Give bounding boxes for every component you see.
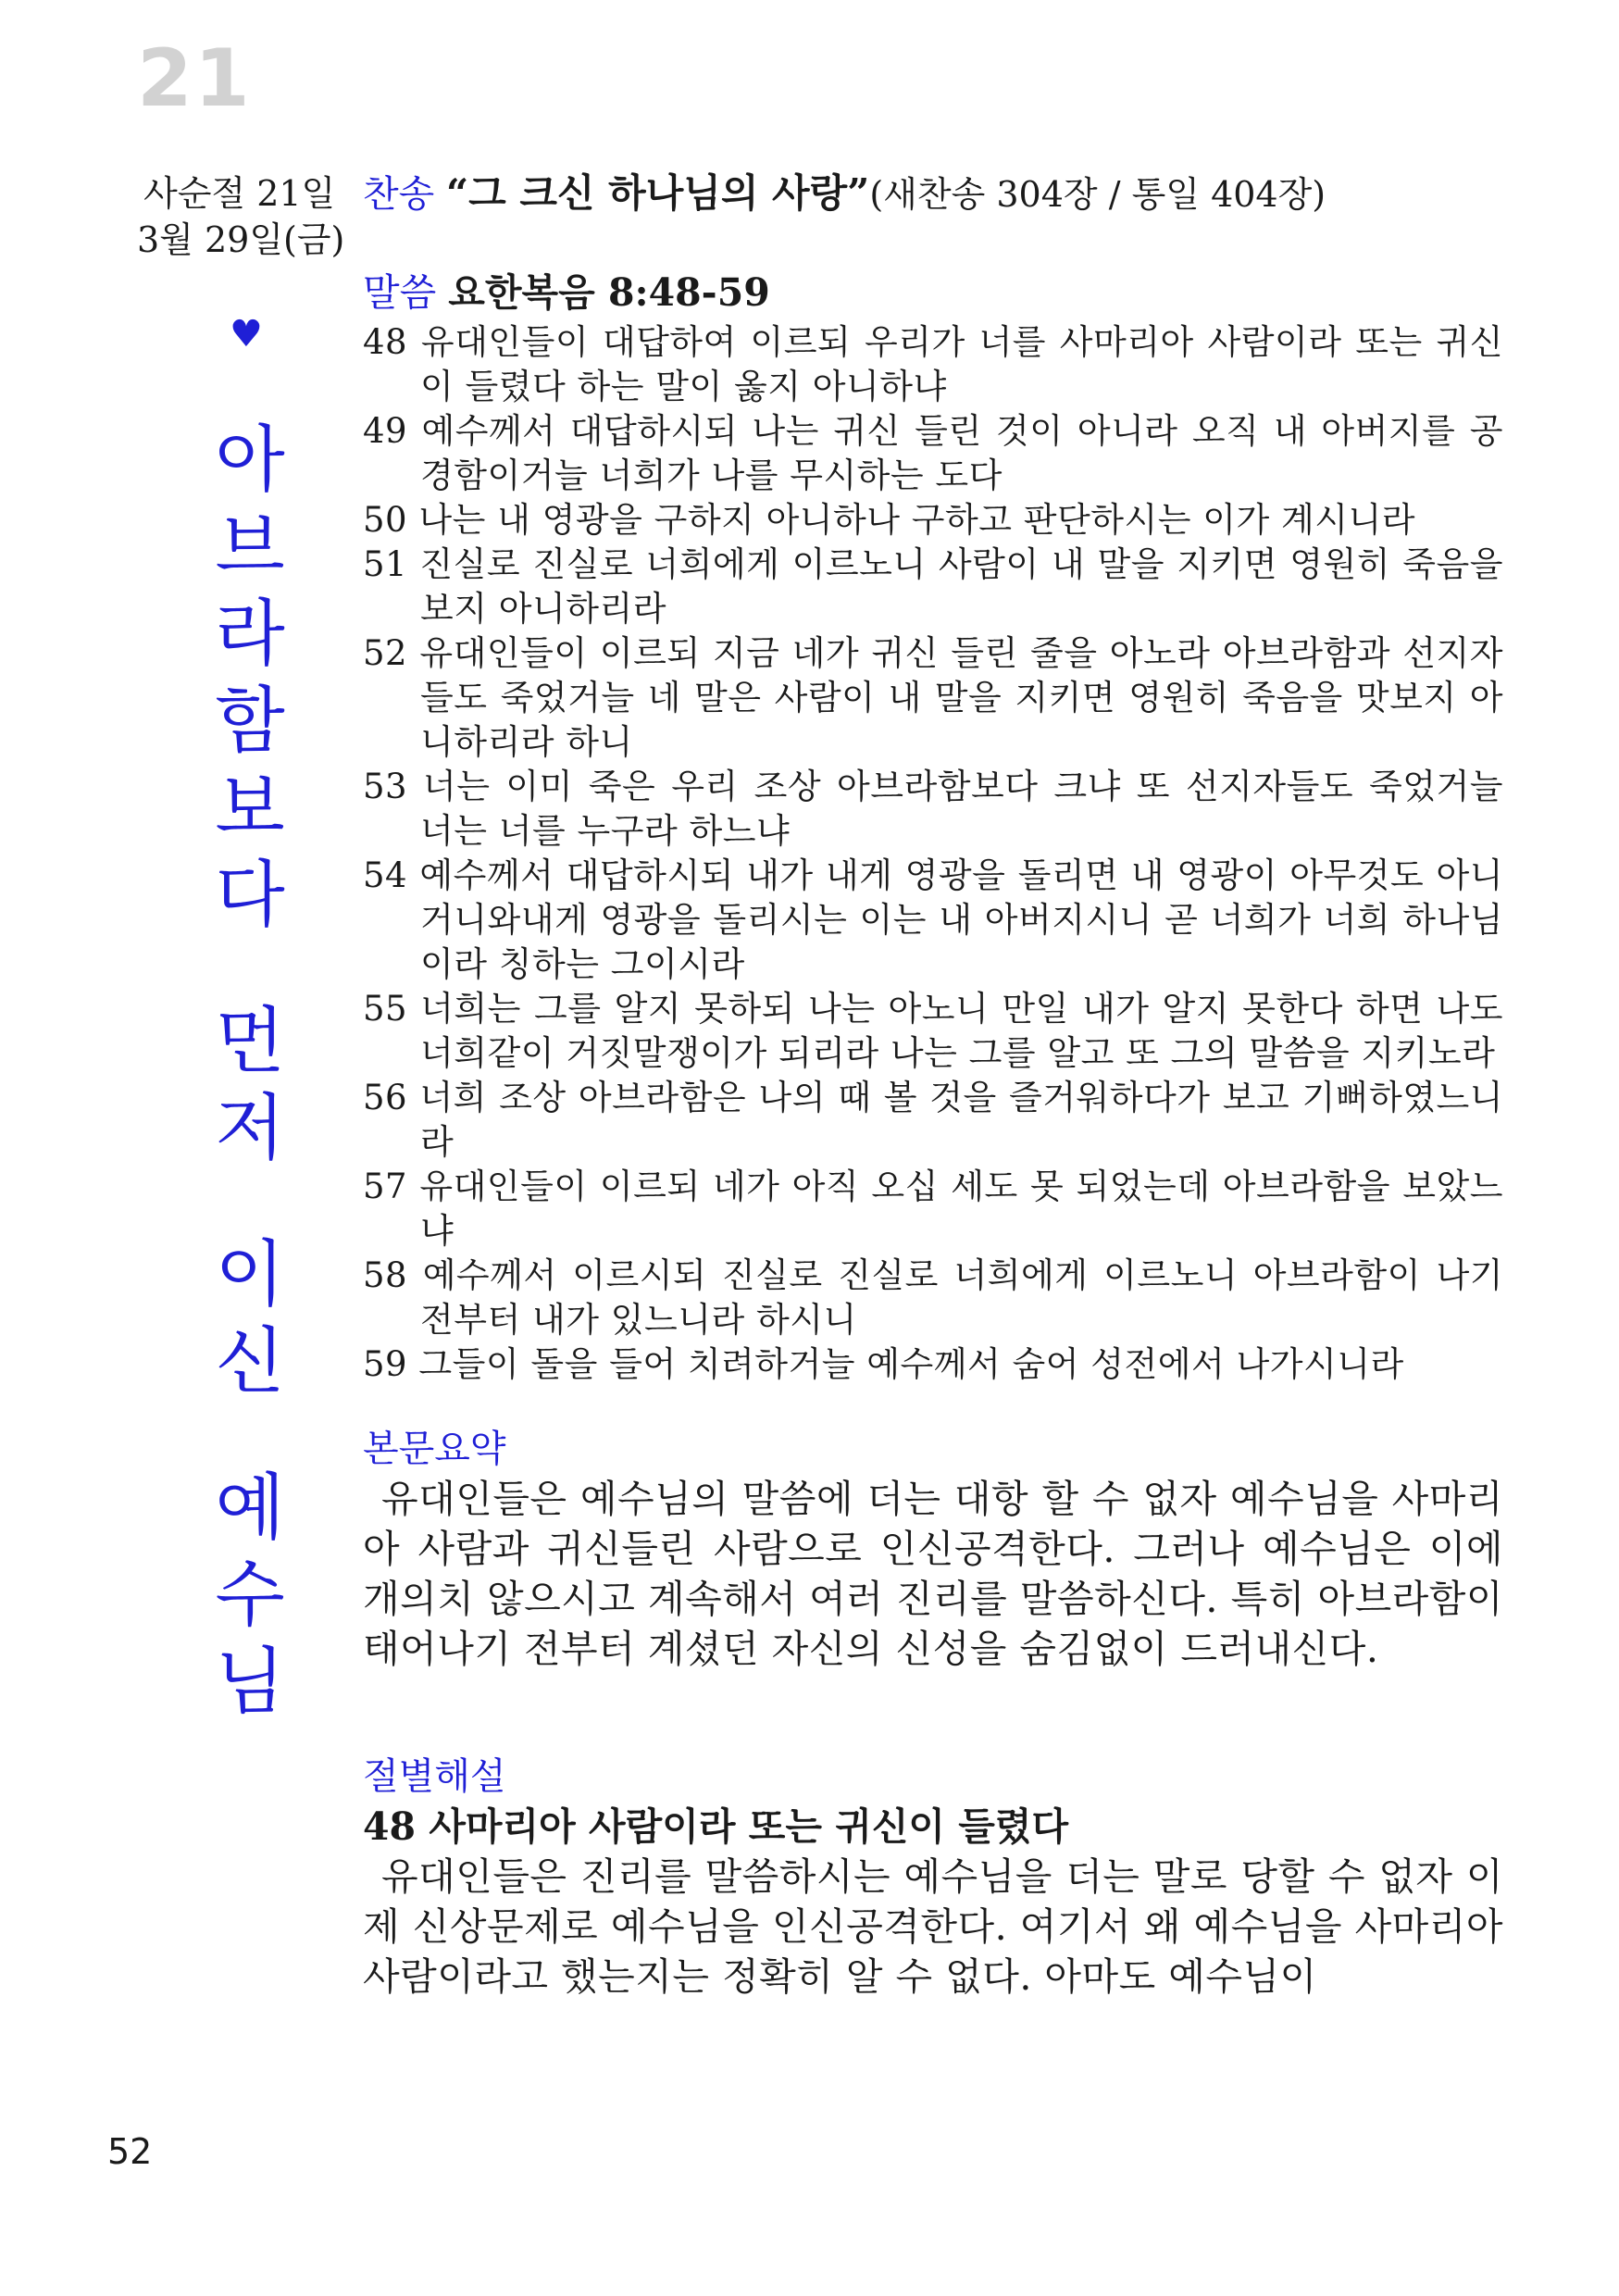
title-char: 예 <box>215 1466 285 1550</box>
main-content <box>363 267 1503 2002</box>
hymn-title: “그 크신 하나님의 사랑” <box>446 170 870 216</box>
title-char: 신 <box>215 1320 285 1404</box>
title-gap <box>204 1172 296 1231</box>
passage-reference: 요한복음 8:48-59 <box>448 270 770 315</box>
verse: 51 진실로 진실로 너희에게 이르노니 사람이 내 말을 지키면 영원히 죽음을 보지 아니하리라 <box>363 544 1503 629</box>
title-gap <box>204 1405 296 1465</box>
verse: 58 예수께서 이르시되 진실로 진실로 너희에게 이르노니 아브라함이 나기 전부터 내가 있느니라 하시니 <box>363 1255 1503 1340</box>
summary-text: 유대인들은 예수님의 말씀에 더는 대항 할 수 없자 예수님을 사마리아 사람과 귀신들린 사람으로 인신공격한다. 그러나 예수님은 이에 개의치 않으시고 계속해서 여러 진리를 말씀하신다. 특히 아브라함이 태어나기 전부터 계셨던 자신의 신성을 숨김없이 드러내신다. <box>363 1477 1503 1671</box>
passage-label: 말씀 <box>363 270 437 315</box>
hymn-line <box>363 168 1326 219</box>
title-char: 이 <box>215 1233 285 1316</box>
title-gap <box>204 939 296 998</box>
lent-day-label: 사순절 21일 <box>143 173 336 214</box>
verse: 48 유대인들이 대답하여 이르되 우리가 너를 사마리아 사람이라 또는 귀신이 들렸다 하는 말이 옳지 아니하냐 <box>363 322 1503 406</box>
verse-list <box>363 320 1503 1387</box>
title-char: 브 <box>215 505 285 589</box>
commentary-heading: 절별해설 <box>363 1755 506 1798</box>
heart-icon: ♥ <box>230 313 263 356</box>
verse: 54 예수께서 대답하시되 내가 내게 영광을 돌리면 내 영광이 아무것도 아니거니와내게 영광을 돌리시는 이는 내 아버지시니 곧 너희가 너희 하나님이라 칭하는 그이시라 <box>363 855 1503 984</box>
title-char: 아 <box>215 418 285 502</box>
title-char: 다 <box>215 854 285 937</box>
day-number: 21 <box>137 32 252 125</box>
commentary-subheading: 48 사마리아 사람이라 또는 귀신이 들렸다 <box>363 1804 1069 1849</box>
title-char: 수 <box>215 1554 285 1637</box>
verse: 49 예수께서 대답하시되 나는 귀신 들린 것이 아니라 오직 내 아버지를 공경함이거늘 너희가 나를 무시하는 도다 <box>363 411 1503 495</box>
title-char: 님 <box>215 1641 285 1724</box>
summary-heading: 본문요약 <box>363 1428 506 1470</box>
verse: 52 유대인들이 이르되 지금 네가 귀신 들린 줄을 아노라 아브라함과 선지자들도 죽었거늘 네 말은 사람이 내 말을 지키면 영원히 죽음을 맛보지 아니하리라 하니 <box>363 633 1503 762</box>
hymn-label: 찬송 <box>363 173 435 216</box>
verse: 55 너희는 그를 알지 못하되 나는 아노니 만일 내가 알지 못한다 하면 나도 너희같이 거짓말쟁이가 되리라 나는 그를 알고 또 그의 말씀을 지키노라 <box>363 989 1503 1073</box>
title-char: 라 <box>215 593 285 676</box>
hymn-reference: (새찬송 304장 / 통일 404장) <box>869 174 1326 215</box>
title-char: 보 <box>215 767 285 850</box>
verse: 59 그들이 돌을 들어 치려하거늘 예수께서 숨어 성전에서 나가시니라 <box>363 1344 1404 1384</box>
title-char: 저 <box>215 1087 285 1170</box>
vertical-title <box>204 417 296 1726</box>
commentary-text: 유대인들은 진리를 말씀하시는 예수님을 더는 말로 당할 수 없자 이제 신상문제로 예수님을 인신공격한다. 여기서 왜 예수님을 사마리아 사람이라고 했는지는 정확히 알 수 없다. 아마도 예수님이 <box>363 1854 1503 1999</box>
title-char: 함 <box>215 680 285 763</box>
title-char: 먼 <box>215 1000 285 1083</box>
verse: 53 너는 이미 죽은 우리 조상 아브라함보다 크냐 또 선지자들도 죽었거늘 너는 너를 누구라 하느냐 <box>363 767 1503 851</box>
verse: 50 나는 내 영광을 구하지 아니하나 구하고 판단하시는 이가 계시니라 <box>363 500 1415 540</box>
verse: 56 너희 조상 아브라함은 나의 때 볼 것을 즐거워하다가 보고 기뻐하였느니라 <box>363 1078 1503 1162</box>
passage-heading <box>363 267 1503 318</box>
date-label: 3월 29일(금) <box>137 219 345 260</box>
page-number: 52 <box>107 2131 153 2172</box>
verse: 57 유대인들이 이르되 네가 아직 오십 세도 못 되었는데 아브라함을 보았느냐 <box>363 1167 1503 1251</box>
